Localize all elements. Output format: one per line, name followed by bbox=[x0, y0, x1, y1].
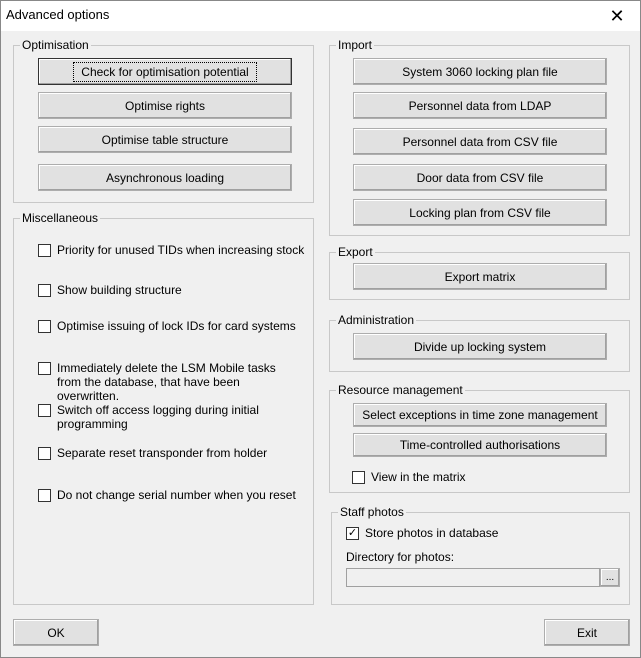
checkbox[interactable] bbox=[38, 489, 51, 502]
personnel-csv-import-button[interactable]: Personnel data from CSV file bbox=[353, 128, 607, 155]
title-bar bbox=[1, 1, 640, 31]
optimisation-legend: Optimisation bbox=[22, 38, 89, 52]
window-title: Advanced options bbox=[6, 7, 110, 22]
misc-checkbox-row-5[interactable]: Separate reset transponder from holder bbox=[38, 446, 308, 460]
asynchronous-loading-button[interactable]: Asynchronous loading bbox=[38, 164, 292, 191]
checkbox[interactable] bbox=[38, 447, 51, 460]
exit-button[interactable]: Exit bbox=[544, 619, 630, 646]
checkbox[interactable] bbox=[38, 284, 51, 297]
check-optimisation-button[interactable]: Check for optimisation potential bbox=[38, 58, 292, 85]
checkbox[interactable] bbox=[38, 362, 51, 375]
misc-checkbox-row-6[interactable]: Do not change serial number when you reset bbox=[38, 488, 308, 502]
time-zone-exceptions-button[interactable]: Select exceptions in time zone management bbox=[353, 403, 607, 427]
administration-legend: Administration bbox=[338, 313, 415, 327]
door-csv-import-button[interactable]: Door data from CSV file bbox=[353, 164, 607, 191]
misc-checkbox-row-3[interactable]: Immediately delete the LSM Mobile tasks from the database, that have been overwritten. bbox=[38, 361, 300, 403]
system-3060-import-button[interactable]: System 3060 locking plan file bbox=[353, 58, 607, 85]
resource-management-legend: Resource management bbox=[338, 383, 463, 397]
store-photos-checkbox[interactable]: ✓ bbox=[347, 527, 358, 539]
checkbox[interactable] bbox=[38, 244, 51, 257]
browse-directory-button[interactable]: ... bbox=[600, 568, 620, 587]
import-legend: Import bbox=[338, 38, 373, 52]
misc-checkbox-row-4[interactable]: Switch off access logging during initial programming bbox=[38, 403, 312, 431]
view-in-matrix-row[interactable]: View in the matrix bbox=[352, 470, 592, 484]
optimise-table-structure-button[interactable]: Optimise table structure bbox=[38, 126, 292, 153]
export-matrix-button[interactable]: Export matrix bbox=[353, 263, 607, 290]
photo-directory-field[interactable] bbox=[346, 568, 600, 587]
misc-checkbox-row-1[interactable]: Show building structure bbox=[38, 283, 308, 297]
store-photos-row[interactable]: ✓ Store photos in database bbox=[347, 526, 499, 540]
checkbox[interactable] bbox=[38, 404, 51, 417]
staff-photos-legend: Staff photos bbox=[340, 505, 404, 519]
misc-checkbox-row-0[interactable]: Priority for unused TIDs when increasing stock bbox=[38, 243, 308, 257]
locking-plan-csv-import-button[interactable]: Locking plan from CSV file bbox=[353, 199, 607, 226]
export-legend: Export bbox=[338, 245, 373, 259]
photo-directory-label: Directory for photos: bbox=[346, 550, 455, 564]
optimise-rights-button[interactable]: Optimise rights bbox=[38, 92, 292, 119]
divide-locking-system-button[interactable]: Divide up locking system bbox=[353, 333, 607, 360]
misc-checkbox-row-2[interactable]: Optimise issuing of lock IDs for card systems bbox=[38, 319, 308, 333]
close-icon[interactable]: ✕ bbox=[609, 5, 625, 26]
checkbox[interactable] bbox=[38, 320, 51, 333]
personnel-ldap-import-button[interactable]: Personnel data from LDAP bbox=[353, 92, 607, 119]
miscellaneous-legend: Miscellaneous bbox=[22, 211, 99, 225]
time-controlled-authorisations-button[interactable]: Time-controlled authorisations bbox=[353, 433, 607, 457]
ok-button[interactable]: OK bbox=[13, 619, 99, 646]
view-in-matrix-checkbox[interactable] bbox=[352, 471, 365, 484]
